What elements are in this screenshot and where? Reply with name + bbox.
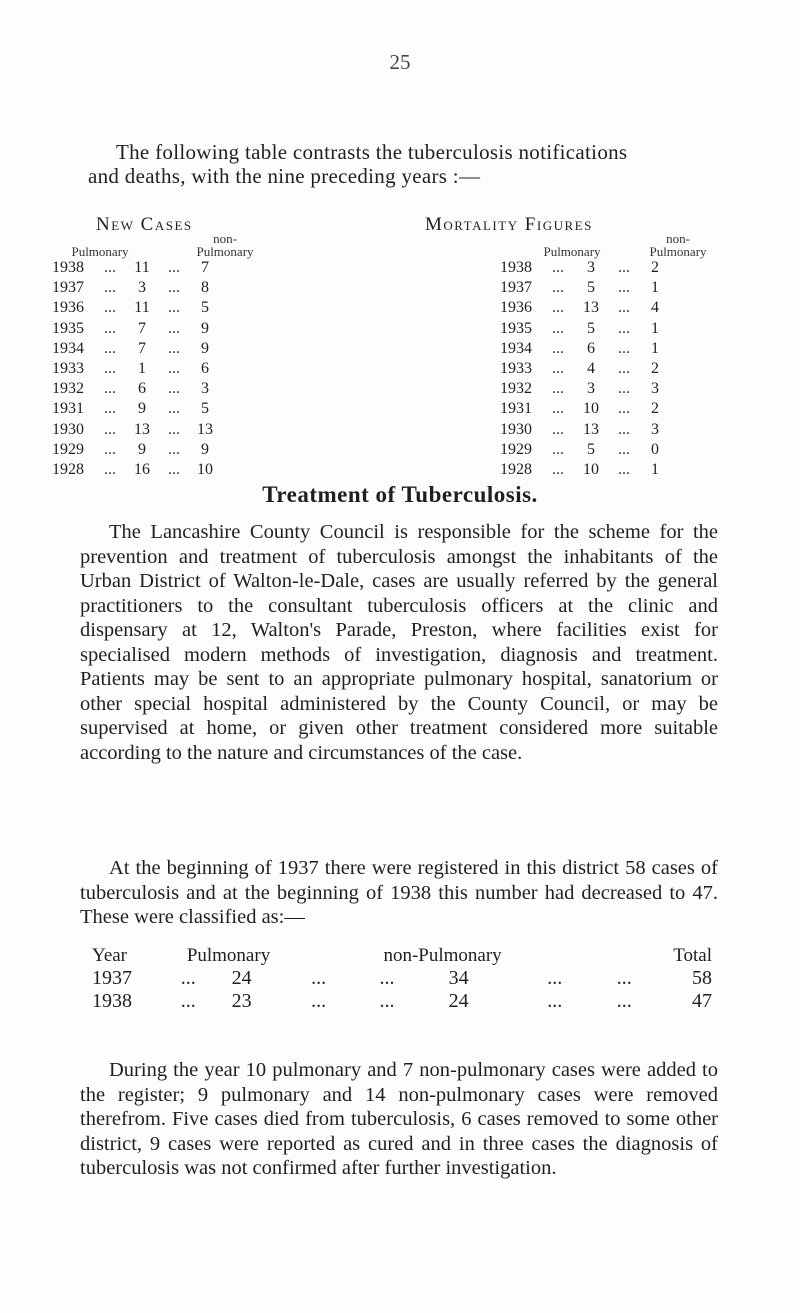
table-row	[52, 298, 218, 318]
table-row	[52, 359, 218, 379]
cell-non-pulmonary: 5	[201, 299, 209, 317]
cell-dots1: ...	[104, 420, 116, 438]
cell-dots1: ...	[552, 259, 564, 277]
cell-dots3: ...	[379, 967, 395, 989]
table-row	[500, 319, 668, 339]
paragraph-1: The Lancashire County Council is responsible for the scheme for the prevention and treatment of tuberculosis amongst the inhabitants of the Urban District of Walton-le-Dale, cases are usually referred by the general practitioners to the consultant tuberculosis officers at the clinic and dispensary at 12, Walton's Parade, Preston, where facilities exist for specialised modern methods of investigation, diagnosis and treatment. Patients may be sent to an appropriate pulmonary hospital, sanatorium or other special hospital administered by the County Council, or may be supervised at home, or given other treatment considered more suitable according to the nature and circumstances of the case.	[80, 521, 718, 764]
cell-dots1: ...	[180, 967, 196, 989]
table-row	[500, 298, 668, 318]
mortality-heading: Mortality Figures	[425, 214, 593, 235]
new-cases-col-non-pulmonary-line2: Pulmonary	[196, 244, 254, 259]
cell-non-pulmonary: 2	[651, 360, 659, 378]
cell-dots1: ...	[104, 460, 116, 478]
cell-year: 1929	[500, 440, 532, 458]
paragraph-2: At the beginning of 1937 there were registered in this district 58 cases of tuberculosis and at the beginning of 1938 this number had decreased to 47. These were classified as:—	[80, 857, 718, 928]
cell-pulmonary: 9	[138, 400, 146, 418]
cell-dots2: ...	[168, 339, 180, 357]
cell-dots1: ...	[104, 259, 116, 277]
cell-non-pulmonary: 24	[448, 990, 469, 1012]
cell-year: 1930	[500, 420, 532, 438]
cell-dots2: ...	[618, 259, 630, 277]
cell-dots1: ...	[552, 400, 564, 418]
cell-pulmonary: 10	[583, 400, 599, 418]
page-number: 25	[389, 50, 411, 74]
new-cases-heading: New Cases	[96, 214, 193, 235]
cell-dots2: ...	[168, 259, 180, 277]
cell-pulmonary: 6	[138, 380, 146, 398]
paragraph-3: During the year 10 pulmonary and 7 non-pulmonary cases were added to the register; 9 pulmonary and 14 non-pulmonary cases were removed therefrom. Five cases died from tuberculosis, 6 cases removed to some other district, 9 cases were reported as cured and in three cases the diagnosis of tuberculosis was not confirmed after further investigation.	[80, 1059, 718, 1179]
cell-dots1: ...	[552, 420, 564, 438]
cell-dots2: ...	[618, 460, 630, 478]
register-header-total: Total	[673, 945, 712, 966]
cell-year: 1932	[500, 380, 532, 398]
cell-dots2: ...	[618, 319, 630, 337]
cell-dots4: ...	[547, 967, 563, 989]
cell-dots1: ...	[552, 339, 564, 357]
cell-dots1: ...	[104, 339, 116, 357]
cell-dots1: ...	[104, 319, 116, 337]
cell-year: 1937	[500, 279, 532, 297]
cell-pulmonary: 3	[587, 380, 595, 398]
cell-dots1: ...	[552, 299, 564, 317]
cell-dots1: ...	[552, 360, 564, 378]
cell-dots1: ...	[104, 279, 116, 297]
cell-dots2: ...	[618, 440, 630, 458]
cell-year: 1933	[500, 360, 532, 378]
cell-year: 1932	[52, 380, 84, 398]
cell-non-pulmonary: 7	[201, 259, 209, 277]
register-header-row	[92, 944, 712, 967]
cell-dots2: ...	[168, 299, 180, 317]
cell-non-pulmonary: 5	[201, 400, 209, 418]
cell-year: 1931	[500, 400, 532, 418]
cell-pulmonary: 13	[583, 420, 599, 438]
table-row	[52, 399, 218, 419]
cell-pulmonary: 7	[138, 339, 146, 357]
cell-dots2: ...	[168, 319, 180, 337]
cell-non-pulmonary: 3	[201, 380, 209, 398]
new-cases-col-non-pulmonary-line1: non-	[213, 231, 237, 246]
cell-pulmonary: 11	[134, 259, 150, 277]
cell-non-pulmonary: 8	[201, 279, 209, 297]
cell-year: 1929	[52, 440, 84, 458]
cell-dots2: ...	[168, 440, 180, 458]
cell-pulmonary: 6	[587, 339, 595, 357]
cell-total: 58	[692, 967, 712, 989]
mortality-col-pulmonary-header	[522, 232, 622, 258]
table-row	[52, 420, 218, 440]
cell-dots1: ...	[104, 400, 116, 418]
register-table	[92, 944, 712, 1013]
cell-year: 1937	[92, 967, 132, 989]
mortality-col-non-pulmonary-line1: non-	[666, 231, 690, 246]
cell-pulmonary: 1	[138, 360, 146, 378]
cell-dots4: ...	[547, 990, 563, 1012]
mortality-col-pulmonary-line2: Pulmonary	[543, 244, 601, 259]
cell-year: 1938	[52, 259, 84, 277]
cell-year: 1928	[52, 460, 84, 478]
new-cases-table	[52, 258, 218, 480]
cell-dots2: ...	[168, 380, 180, 398]
intro-line-1: The following table contrasts the tuberculosis notifications	[116, 140, 628, 164]
mortality-col-non-pulmonary-line2: Pulmonary	[649, 244, 707, 259]
cell-pulmonary: 3	[587, 259, 595, 277]
cell-pulmonary: 9	[138, 440, 146, 458]
cell-dots2: ...	[618, 360, 630, 378]
cell-year: 1935	[500, 319, 532, 337]
register-header-non-pulmonary: non-Pulmonary	[383, 945, 502, 966]
cell-non-pulmonary: 1	[651, 319, 659, 337]
cell-pulmonary: 5	[587, 319, 595, 337]
cell-dots2: ...	[618, 380, 630, 398]
cell-year: 1931	[52, 400, 84, 418]
cell-pulmonary: 24	[231, 967, 252, 989]
table-row	[92, 990, 712, 1013]
table-row	[52, 379, 218, 399]
new-cases-col-pulmonary-header	[50, 232, 150, 258]
cell-pulmonary: 13	[583, 299, 599, 317]
cell-pulmonary: 7	[138, 319, 146, 337]
cell-year: 1935	[52, 319, 84, 337]
cell-non-pulmonary: 10	[197, 460, 213, 478]
table-row	[52, 339, 218, 359]
cell-pulmonary: 16	[134, 460, 150, 478]
cell-non-pulmonary: 2	[651, 400, 659, 418]
cell-year: 1938	[500, 259, 532, 277]
cell-year: 1934	[500, 339, 532, 357]
mortality-table	[500, 258, 668, 480]
cell-non-pulmonary: 6	[201, 360, 209, 378]
table-row	[92, 967, 712, 990]
cell-dots2: ...	[168, 279, 180, 297]
cell-year: 1936	[52, 299, 84, 317]
cell-non-pulmonary: 3	[651, 380, 659, 398]
cell-non-pulmonary: 1	[651, 460, 659, 478]
cell-pulmonary: 11	[134, 299, 150, 317]
new-cases-col-non-pulmonary-header	[175, 232, 275, 258]
cell-dots2: ...	[168, 400, 180, 418]
table-row	[500, 460, 668, 480]
cell-non-pulmonary: 9	[201, 319, 209, 337]
cell-dots1: ...	[552, 279, 564, 297]
cell-year: 1934	[52, 339, 84, 357]
intro-paragraph	[88, 140, 716, 188]
cell-dots2: ...	[168, 360, 180, 378]
table-row	[500, 420, 668, 440]
cell-dots1: ...	[104, 380, 116, 398]
cell-non-pulmonary: 13	[197, 420, 213, 438]
cell-dots1: ...	[104, 440, 116, 458]
intro-line-2: and deaths, with the nine preceding years :—	[88, 164, 481, 188]
cell-pulmonary: 23	[231, 990, 252, 1012]
cell-dots5: ...	[616, 990, 632, 1012]
table-row	[52, 440, 218, 460]
cell-dots2: ...	[618, 339, 630, 357]
cell-dots2: ...	[311, 990, 327, 1012]
cell-non-pulmonary: 2	[651, 259, 659, 277]
cell-dots2: ...	[311, 967, 327, 989]
cell-pulmonary: 3	[138, 279, 146, 297]
cell-year: 1938	[92, 990, 132, 1012]
cell-non-pulmonary: 1	[651, 339, 659, 357]
cell-dots1: ...	[552, 319, 564, 337]
cell-dots1: ...	[104, 360, 116, 378]
cell-non-pulmonary: 4	[651, 299, 659, 317]
cell-pulmonary: 13	[134, 420, 150, 438]
section-title: Treatment of Tuberculosis.	[262, 482, 538, 507]
cell-non-pulmonary: 9	[201, 339, 209, 357]
cell-non-pulmonary: 1	[651, 279, 659, 297]
cell-dots1: ...	[552, 380, 564, 398]
cell-dots1: ...	[104, 299, 116, 317]
cell-non-pulmonary: 34	[448, 967, 469, 989]
table-row	[500, 258, 668, 278]
cell-dots1: ...	[552, 440, 564, 458]
cell-dots1: ...	[180, 990, 196, 1012]
table-row	[52, 460, 218, 480]
table-row	[500, 339, 668, 359]
cell-pulmonary: 5	[587, 440, 595, 458]
cell-dots2: ...	[168, 460, 180, 478]
cell-dots2: ...	[618, 420, 630, 438]
mortality-col-non-pulmonary-header	[628, 232, 728, 258]
cell-year: 1936	[500, 299, 532, 317]
table-row	[500, 359, 668, 379]
cell-year: 1937	[52, 279, 84, 297]
table-row	[52, 258, 218, 278]
cell-dots5: ...	[616, 967, 632, 989]
register-header-pulmonary: Pulmonary	[186, 945, 271, 966]
cell-non-pulmonary: 9	[201, 440, 209, 458]
cell-dots2: ...	[168, 420, 180, 438]
cell-year: 1928	[500, 460, 532, 478]
register-header-year: Year	[92, 945, 128, 966]
cell-dots2: ...	[618, 400, 630, 418]
cell-pulmonary: 5	[587, 279, 595, 297]
cell-dots2: ...	[618, 299, 630, 317]
cell-non-pulmonary: 0	[651, 440, 659, 458]
cell-dots3: ...	[379, 990, 395, 1012]
table-row	[500, 379, 668, 399]
cell-non-pulmonary: 3	[651, 420, 659, 438]
cell-year: 1930	[52, 420, 84, 438]
table-row	[500, 278, 668, 298]
cell-pulmonary: 10	[583, 460, 599, 478]
cell-dots1: ...	[552, 460, 564, 478]
table-row	[52, 319, 218, 339]
table-row	[500, 440, 668, 460]
cell-year: 1933	[52, 360, 84, 378]
cell-dots2: ...	[618, 279, 630, 297]
cell-pulmonary: 4	[587, 360, 595, 378]
table-row	[52, 278, 218, 298]
new-cases-col-pulmonary-line2: Pulmonary	[71, 244, 129, 259]
table-row	[500, 399, 668, 419]
cell-total: 47	[692, 990, 712, 1012]
